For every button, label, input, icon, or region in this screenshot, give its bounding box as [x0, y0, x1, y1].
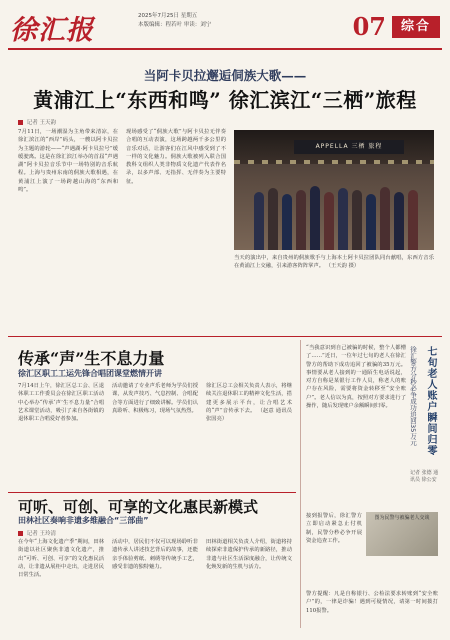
performer	[338, 188, 348, 250]
performer	[324, 192, 334, 250]
byline-name: 王天韵	[39, 120, 57, 126]
section-label: 综合	[392, 16, 440, 38]
performer	[394, 192, 404, 250]
story3-column-2: 接到报警后，徐汇警方立即启动紧急止付机制，民警分秒必争开展资金追查工作。	[306, 513, 362, 544]
story4-subheadline: 田林社区奏响非遗多维融合“三部曲”	[18, 516, 149, 525]
lead-column-2: 现场感受了“侗族大歌”与阿卡贝拉无伴奏合唱的互动表演，这场跨越两千多公里的音乐对话，让游客们在江风中感受到了不一样的文化魅力。侗族大歌被列入联合国教科文组织人类非物质文化遗产代表作名录，以多声部、无指挥、无伴奏为主要特征。	[126, 129, 226, 185]
section-divider	[8, 336, 442, 337]
date-line: 2025年7月25日 星期五	[138, 13, 198, 19]
performer	[408, 190, 418, 250]
story3-subheadline: 徐汇警方分秒必争成功追回35万元	[409, 346, 417, 446]
column-rule	[300, 340, 301, 628]
lead-headline: 黄浦江上“东西和鸣” 徐汇滨江“三栖”旅程	[33, 88, 417, 112]
story2-column-2: 活动邀请了专业声乐老师为学员们授课，从发声技巧、气息控制、合唱配合等方面进行了细致讲解。学员们认真聆听、积极练习，现场气氛热烈。	[112, 383, 198, 414]
byline-label: 记者	[26, 120, 38, 126]
issue-meta	[138, 12, 211, 30]
performer	[366, 194, 376, 250]
story2-headline: 传承“声”生不息力量	[18, 349, 165, 368]
editor-line: 本版编辑：程若叶 审读：刘宁	[138, 22, 212, 28]
story4-headline: 可听、可创、可享的文化惠民新模式	[18, 498, 259, 516]
lead-byline	[18, 118, 56, 126]
story3-photo-caption: 图为民警与被骗老人交谈	[374, 515, 430, 521]
performer	[254, 192, 264, 250]
byline-name: 王玲清	[39, 531, 57, 537]
story4-byline	[18, 529, 56, 537]
lead-column-1: 7月11日，一场潮湿为主角带来清凉，在徐汇滨江的“西岸”码头，一艘以阿卡贝拉为主题的游轮——“声遇湖·阿卡贝拉号”缓缓驶离。这是在徐汇滨江举办的首届“声遇湖”阿卡贝拉音乐节中一场特别的音乐航程。上海与贵州东南的侗族大歌相遇，在黄浦江上演了一场跨越山海的“东西和鸣”。	[18, 129, 118, 194]
story4-column-3: 田林街道相关负责人介绍，街道将持续探索非遗保护传承的新路径，推动非遗与社区生活深度融合，让传统文化焕发新的生机与活力。	[206, 539, 292, 570]
photo-lights	[234, 160, 434, 164]
byline-marker-icon	[18, 120, 23, 125]
story4-column-2: 活动中，居民们不仅可以现场聆听非遗传承人讲述技艺背后的故事，还能亲手体验剪纸、刺绣等传统手工艺，感受非遗的独特魅力。	[112, 539, 198, 570]
story2-column-1: 7月14日上午，徐汇区总工会、区退休职工工作委员会在徐汇区职工活动中心举办“传承‘声’生不息力量”合唱艺术课堂活动，吸引了来自各街镇的退休职工合唱爱好者参加。	[18, 383, 104, 423]
section-divider	[8, 492, 296, 493]
page-number: 07	[352, 12, 386, 41]
story2-subheadline: 徐汇区职工工运先锋合唱团课堂燃情开讲	[18, 369, 162, 378]
stage-sign: APPELLA 三栖 旅程	[294, 140, 404, 154]
performer	[380, 187, 390, 250]
story3-byline: 记者 张德 通讯员 徐公安	[410, 470, 439, 483]
performer	[310, 186, 320, 250]
performer	[296, 190, 306, 250]
story4-column-1: 在今年“上海文化遗产季”期间，田林街道以社区聚焦非遗文化遗产，推出“可听、可创、可享”的文化惠民活动，让非遗从展柜中走出，走进居民日常生活。	[18, 539, 104, 579]
performer	[352, 190, 362, 250]
lead-kicker: 当阿卡贝拉邂逅侗族大歌——	[143, 68, 307, 83]
masthead	[8, 6, 442, 56]
lead-photo-caption: 当天的演出中，来自贵州的侗族歌手与上海本土阿卡贝拉团队同台献唱，东西方音乐在黄浦江上交融，引来游客阵阵掌声。 （王天韵 摄）	[234, 255, 434, 270]
lead-photo	[234, 130, 434, 250]
byline-marker-icon	[18, 531, 23, 536]
story2-column-3: 徐汇区总工会相关负责人表示，将继续关注退休职工的精神文化生活，搭建更多展示平台，让合唱艺术的“声”音传承下去。 （赵意 通讯员 张国亮）	[206, 383, 292, 423]
performer	[282, 194, 292, 250]
story3-headline: 七旬老人账户瞬间归零	[425, 346, 436, 456]
byline-label: 记者	[26, 531, 38, 537]
performer	[268, 188, 278, 250]
story3-column-1: “当我意识到自己被骗的时候，整个人都懵了……”近日，一位年过七旬的老人在徐汇警方的帮助下成功追回了被骗的35万元。事情要从老人接到的一通陌生电话说起，对方自称是某银行工作人员，称老人的账户存在风险，需要将资金转移至“安全账户”。老人信以为真，按照对方要求进行了操作，随后发现账户余额瞬间归零。	[306, 345, 406, 410]
story3-column-3: 警方提醒：凡是自称银行、公检法要求转账到“安全账户”的，一律是诈骗！遇到可疑情况，请第一时间拨打110报警。	[306, 591, 438, 614]
newspaper-logo: 徐汇报	[10, 15, 94, 46]
masthead-rule	[8, 48, 442, 50]
